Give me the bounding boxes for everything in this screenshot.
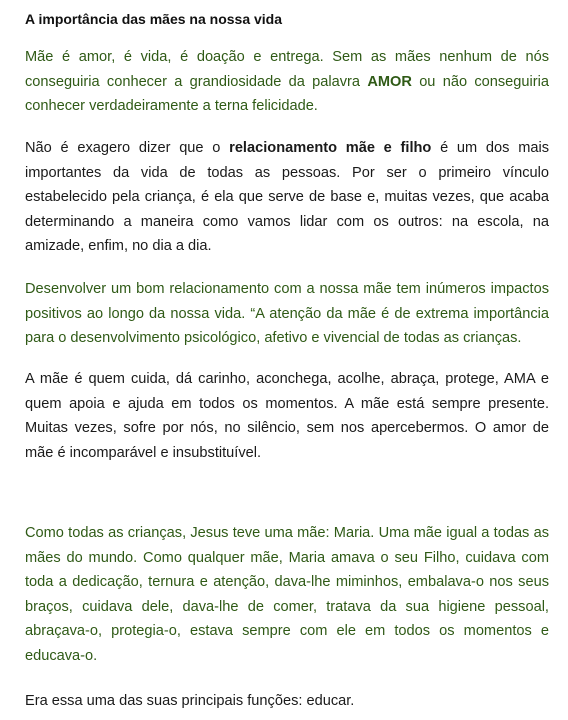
paragraph-1-bold-amor: AMOR — [367, 73, 412, 90]
document-title: A importância das mães na nossa vida — [25, 11, 283, 27]
paragraph-1-text-a: Mãe é amor, é vida, é doação e entrega. Sem as mães nenhum de nós conseguiria conhecer a grandiosidade da palavra — [25, 49, 549, 90]
paragraph-4: A mãe é quem cuida, dá carinho, aconchega, acolhe, abraça, protege, AMA e quem apoia e ajuda em todos os momentos. A mãe está sempre presente. Muitas vezes, sofre por nós, no silêncio, sem nos apercebermos. O amor de mãe é incomparável e insubstituível. — [25, 371, 549, 461]
paragraph-3: Desenvolver um bom relacionamento com a nossa mãe tem inúmeros impactos positivos ao longo da nossa vida. “A atenção da mãe é de extrema importância para o desenvolvimento psicológico, afetivo e vivencial de todas as crianças. — [25, 281, 549, 347]
paragraph-2-text-c: é um dos mais importantes da vida de todas as pessoas. Por ser o primeiro vínculo estabelecido pela criança, é ela que serve de base e, muitas vezes, que acaba determinando a maneira como vamos lidar com os outros: na escola, na amizade, enfim, no dia a dia. — [25, 140, 550, 255]
paragraph-1-text-c: ou não conseguiria conhecer verdadeiramente a terna felicidade. — [25, 73, 549, 115]
paragraph-2-bold-relacionamento: relacionamento mãe e filho — [229, 140, 432, 156]
paragraph-6: Era essa uma das suas principais funções: educar. — [25, 693, 355, 709]
paragraph-2-text-a: Não é exagero dizer que o — [25, 140, 230, 156]
paragraph-1 — [25, 45, 549, 119]
paragraph-5: Como todas as crianças, Jesus teve uma mãe: Maria. Uma mãe igual a todas as mães do mundo. Como qualquer mãe, Maria amava o seu Filho, cuidava com toda a dedicação, ternura e atenção, dava-lhe miminhos, embalava-o nos seus braços, cuidava dele, dava-lhe de comer, tratava da sua higiene pessoal, abraçava-o, protegia-o, estava sempre com ele em todos os momentos e educava-o. — [25, 525, 549, 664]
paragraph-2 — [25, 136, 549, 259]
